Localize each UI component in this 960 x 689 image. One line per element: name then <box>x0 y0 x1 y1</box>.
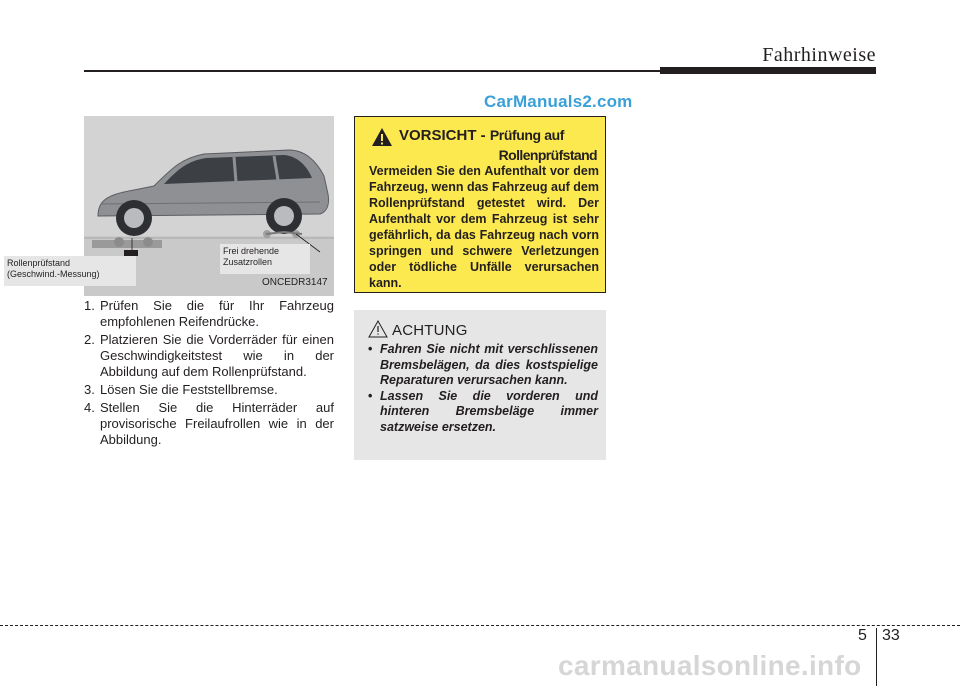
bullet: • <box>368 342 373 356</box>
warning-box <box>354 116 606 293</box>
procedure-steps <box>84 298 334 450</box>
page-separator <box>876 628 877 686</box>
header-bar <box>660 67 876 74</box>
step-number: 3. <box>84 382 95 397</box>
caution-item-text: Fahren Sie nicht mit verschlissenen Bremsbelägen, da dies kostspielige Reparaturen verursachen kann. <box>380 342 598 387</box>
step-number: 2. <box>84 332 95 347</box>
caution-item-text: Lassen Sie die vorderen und hinteren Bremsbeläge immer satzweise ersetzen. <box>380 388 598 434</box>
warning-title-text: VORSICHT - <box>399 127 486 144</box>
figure-label-dynamometer-text: Rollenprüfstand (Geschwind.-Messung) <box>7 258 100 279</box>
step-text: Prüfen Sie die für Ihr Fahrzeug empfohlenen Reifendrücke. <box>100 298 334 329</box>
warning-body: Vermeiden Sie den Aufenthalt vor dem Fahrzeug, wenn das Fahrzeug auf dem Rollenprüfstand getestet wird. Der Aufenthalt vor dem Fahrzeug ist sehr gefährlich, da das Fahrzeug nach vorn springen und schwere Verletzungen oder tödliche Unfälle verursachen kann. <box>369 164 599 290</box>
section-title: Fahrhinweise <box>762 44 876 66</box>
caution-title: ACHTUNG <box>392 322 468 339</box>
caution-item <box>368 342 598 389</box>
step-number: 1. <box>84 298 95 313</box>
step-number: 4. <box>84 400 95 415</box>
footer-rule <box>0 625 960 626</box>
page-number: 33 <box>882 627 900 644</box>
step-item <box>84 400 334 448</box>
header-rule <box>84 70 660 72</box>
step-text: Stellen Sie die Hinterräder auf provisorische Freilaufrollen wie in der Abbildung. <box>100 400 334 447</box>
step-text: Platzieren Sie die Vorderräder für einen Geschwindigkeitstest wie in der Abbildung auf dem Rollenprüfstand. <box>100 332 334 379</box>
bullet: • <box>368 388 373 403</box>
step-item <box>84 382 334 398</box>
watermark-top[interactable]: CarManuals2.com <box>484 92 633 111</box>
warning-subtitle-2: Rollenprüfstand <box>498 147 597 163</box>
caution-box <box>354 310 606 460</box>
caution-list <box>368 342 598 435</box>
step-text: Lösen Sie die Feststellbremse. <box>100 382 278 397</box>
watermark-bottom[interactable]: carmanualsonline.info <box>558 650 862 681</box>
step-item <box>84 298 334 330</box>
warning-triangle-icon <box>371 127 393 147</box>
figure-label-free-rollers-text: Frei drehende Zusatzrollen <box>223 246 280 267</box>
figure-code: ONCEDR3147 <box>262 277 328 288</box>
caution-item <box>368 389 598 436</box>
chapter-number: 5 <box>858 627 867 644</box>
figure-label-dynamometer <box>4 256 136 286</box>
figure-label-free-rollers <box>220 244 310 274</box>
warning-title <box>399 127 564 144</box>
step-item <box>84 332 334 380</box>
warning-subtitle-1: Prüfung auf <box>489 127 564 143</box>
caution-triangle-icon <box>368 320 388 338</box>
